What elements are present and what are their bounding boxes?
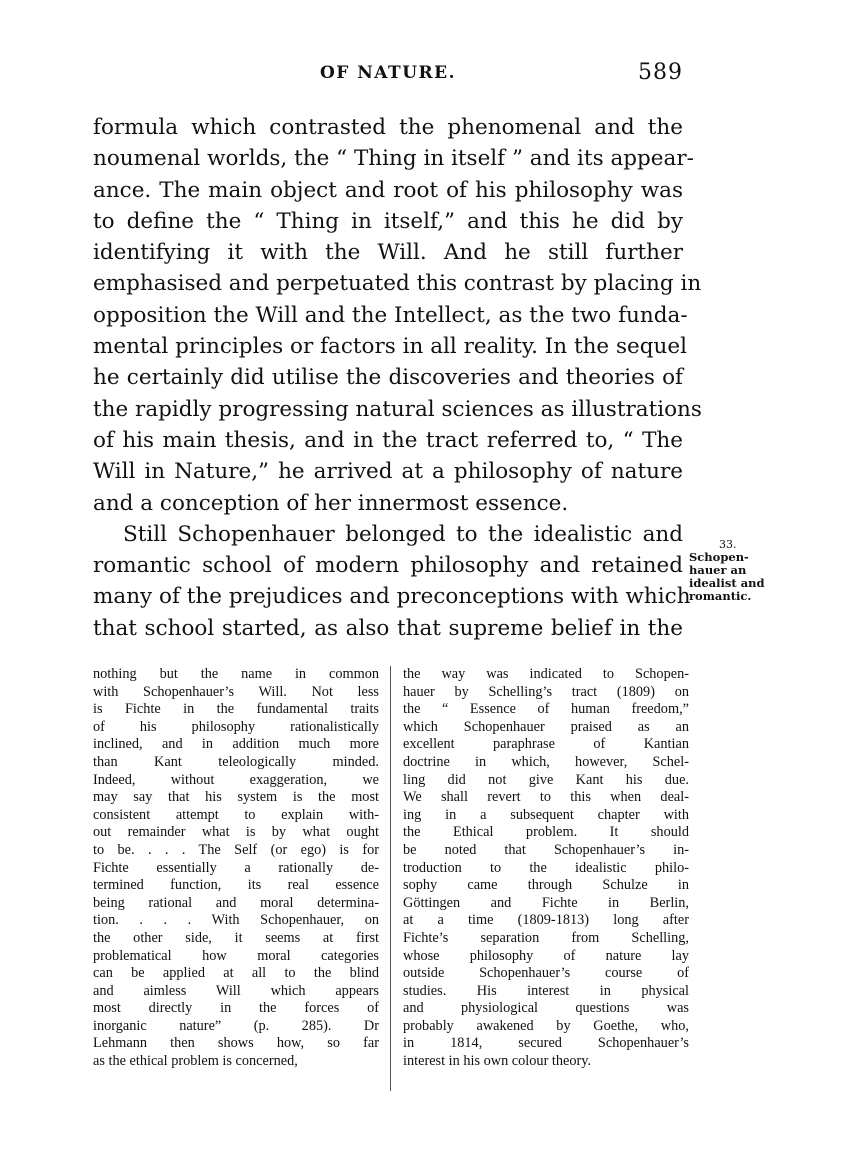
footnote-line: with Schopenhauer’s Will. Not less xyxy=(93,683,379,700)
margin-note-line: romantic. xyxy=(689,589,752,603)
footnote-line: excellent paraphrase of Kantian xyxy=(403,736,689,753)
margin-note-line: hauer an xyxy=(689,563,747,577)
footnote-column-left xyxy=(93,666,379,1071)
footnote-line: than Kant teleologically minded. xyxy=(93,753,379,770)
footnote-line: be noted that Schopenhauer’s in- xyxy=(403,841,689,858)
footnote-line: sophy came through Schulze in xyxy=(403,877,689,894)
footnote-line: the other side, it seems at first xyxy=(93,929,379,946)
text-line: that school started, as also that supreme belief in the xyxy=(93,615,683,641)
footnote-line: Fichte’s separation from Schelling, xyxy=(403,929,689,946)
text-line: ance. The main object and root of his philosophy was xyxy=(93,177,683,203)
footnote-line: whose philosophy of nature lay xyxy=(403,947,689,964)
footnote-line: Lehmann then shows how, so far xyxy=(93,1035,379,1052)
footnote-line: hauer by Schelling’s tract (1809) on xyxy=(403,683,689,700)
footnote-line: Fichte essentially a rationally de- xyxy=(93,859,379,876)
text-line: mental principles or factors in all reality. In the sequel xyxy=(93,334,687,360)
footnote-line: inorganic nature” (p. 285). Dr xyxy=(93,1017,379,1034)
footnote-line: Indeed, without exaggeration, we xyxy=(93,771,379,788)
main-text xyxy=(93,112,702,644)
footnote-line: the way was indicated to Schopen- xyxy=(403,666,689,682)
footnote-line: at a time (1809-1813) long after xyxy=(403,912,689,929)
footnote-line: ing in a subsequent chapter with xyxy=(403,806,689,823)
text-line: formula which contrasted the phenomenal and the xyxy=(93,115,683,140)
margin-note xyxy=(689,538,779,603)
footnote-line: interest in his own colour theory. xyxy=(403,1053,592,1070)
footnote-line: Göttingen and Fichte in Berlin, xyxy=(403,894,689,911)
footnote-line: nothing but the name in common xyxy=(93,666,379,682)
footnote-line: to be. . . . The Self (or ego) is for xyxy=(93,841,379,858)
footnote-line: problematical how moral categories xyxy=(93,947,379,964)
text-line: opposition the Will and the Intellect, as the two funda- xyxy=(93,302,688,328)
column-divider xyxy=(390,666,391,1091)
footnote-column-right xyxy=(403,666,689,1071)
footnote-line: ling did not give Kant his due. xyxy=(403,771,689,788)
footnote-line: of his philosophy rationalistically xyxy=(93,718,379,735)
footnote-line: and aimless Will which appears xyxy=(93,982,379,999)
footnotes xyxy=(93,666,689,1096)
text-line: of his main thesis, and in the tract referred to, “ The xyxy=(93,427,683,453)
footnote-line: in 1814, secured Schopenhauer’s xyxy=(403,1035,689,1052)
footnote-line: doctrine in which, however, Schel- xyxy=(403,753,689,770)
text-line: and a conception of her innermost essence. xyxy=(93,490,569,516)
footnote-line: the Ethical problem. It should xyxy=(403,824,689,841)
footnote-line: troduction to the idealistic philo- xyxy=(403,859,689,876)
footnote-line: which Schopenhauer praised as an xyxy=(403,718,689,735)
margin-note-line: Schopen- xyxy=(689,550,749,564)
page-number: 589 xyxy=(638,60,683,85)
footnote-line: probably awakened by Goethe, who, xyxy=(403,1017,689,1034)
footnote-line: the “ Essence of human freedom,” xyxy=(403,701,689,718)
footnote-line: consistent attempt to explain with- xyxy=(93,806,379,823)
text-line: noumenal worlds, the “ Thing in itself ” and its appear- xyxy=(93,146,694,172)
text-line: many of the prejudices and preconceptions with which xyxy=(93,584,691,610)
margin-note-number: 33. xyxy=(719,538,737,551)
footnote-line: tion. . . . With Schopenhauer, on xyxy=(93,912,379,929)
footnote-line: studies. His interest in physical xyxy=(403,982,689,999)
text-line: Will in Nature,” he arrived at a philosophy of nature xyxy=(93,459,683,485)
text-line: the rapidly progressing natural sciences as illustrations xyxy=(93,396,702,422)
running-head xyxy=(93,60,683,88)
footnote-line: outside Schopenhauer’s course of xyxy=(403,965,689,982)
footnote-line: may say that his system is the most xyxy=(93,789,379,806)
footnote-line: can be applied at all to the blind xyxy=(93,965,379,982)
text-line: he certainly did utilise the discoveries and theories of xyxy=(93,365,683,391)
footnote-line: most directly in the forces of xyxy=(93,1000,379,1017)
footnote-line: and physiological questions was xyxy=(403,1000,689,1017)
footnote-line: inclined, and in addition much more xyxy=(93,736,379,753)
footnote-line: We shall revert to this when deal- xyxy=(403,789,689,806)
footnote-line: termined function, its real essence xyxy=(93,877,379,894)
footnote-line: being rational and moral determina- xyxy=(93,894,379,911)
running-title: OF NATURE. xyxy=(319,63,457,83)
footnote-line: is Fichte in the fundamental traits xyxy=(93,701,379,718)
text-line: romantic school of modern philosophy and retained xyxy=(93,553,683,579)
text-line: to define the “ Thing in itself,” and this he did by xyxy=(93,208,683,234)
text-line: emphasised and perpetuated this contrast by placing in xyxy=(93,271,702,297)
text-line: Still Schopenhauer belonged to the idealistic and xyxy=(123,521,683,547)
margin-note-line: idealist and xyxy=(689,576,765,590)
footnote-line: out remainder what is by what ought xyxy=(93,824,379,841)
footnote-line: as the ethical problem is concerned, xyxy=(93,1053,298,1070)
text-line: identifying it with the Will. And he still further xyxy=(93,240,683,266)
